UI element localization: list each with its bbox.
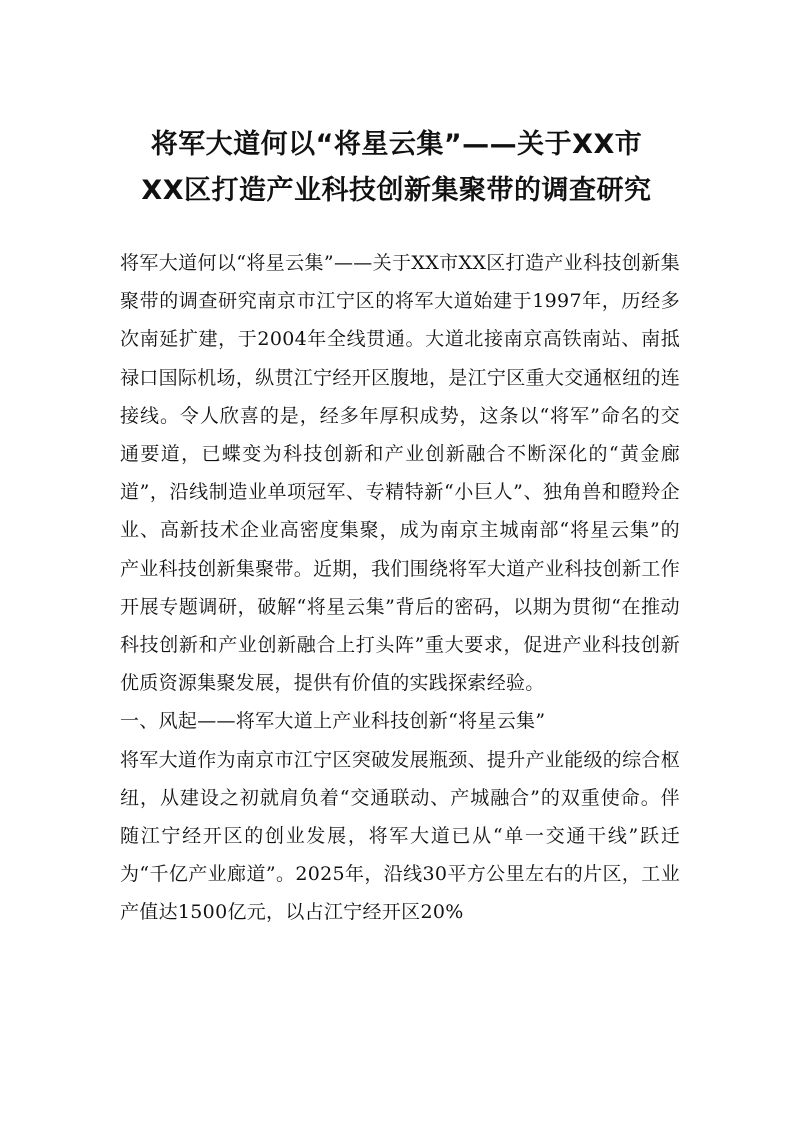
document-body <box>120 244 680 932</box>
intro-paragraph: 将军大道何以“将星云集”——关于XX市XX区打造产业科技创新集聚带的调查研究南京市江宁区的将军大道始建于1997年，历经多次南延扩建，于2004年全线贯通。大道北接南京高铁南站、南抵禄口国际机场，纵贯江宁经开区腹地，是江宁区重大交通枢纽的连接线。令人欣喜的是，经多年厚积成势，这条以“将军”命名的交通要道，已蝶变为科技创新和产业创新融合不断深化的“黄金廊道”，沿线制造业单项冠军、专精特新“小巨人”、独角兽和瞪羚企业、高新技术企业高密度集聚，成为南京主城南部“将星云集”的产业科技创新集聚带。近期，我们围绕将军大道产业科技创新工作开展专题调研，破解“将星云集”背后的密码，以期为贯彻“在推动科技创新和产业创新融合上打头阵”重大要求，促进产业科技创新优质资源集聚发展，提供有价值的实践探索经验。 <box>120 252 680 695</box>
document-title <box>100 122 693 214</box>
title-line-1: 将军大道何以“将星云集”——关于XX市 <box>150 129 643 160</box>
section-heading-1: 一、风起——将军大道上产业科技创新“将星云集” <box>120 710 546 733</box>
body-paragraph: 将军大道作为南京市江宁区突破发展瓶颈、提升产业能级的综合枢纽，从建设之初就肩负着“交通联动、产城融合”的双重使命。伴随江宁经开区的创业发展，将军大道已从“单一交通干线”跃迁为“千亿产业廊道”。2025年，沿线30平方公里左右的片区，工业产值达1500亿元，以占江宁经开区20% <box>120 748 680 924</box>
title-line-2: XX区打造产业科技创新集聚带的调查研究 <box>141 175 652 206</box>
